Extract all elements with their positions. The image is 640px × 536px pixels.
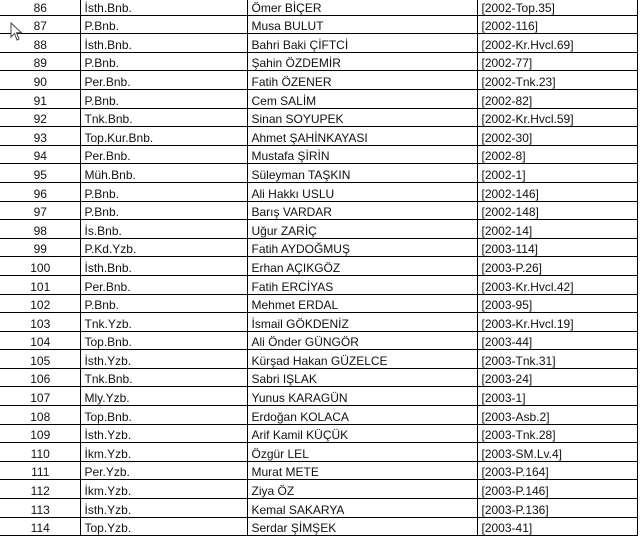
name-cell: Murat METE — [247, 461, 477, 480]
rank-cell: P.Bnb. — [80, 89, 247, 108]
row-number: 111 — [0, 461, 80, 480]
table-row — [0, 71, 637, 90]
rank-cell: Tnk.Bnb. — [80, 368, 247, 387]
row-number: 96 — [0, 182, 80, 201]
rank-cell: Top.Kur.Bnb. — [80, 127, 247, 146]
row-number: 109 — [0, 424, 80, 443]
name-cell: Mustafa ŞİRİN — [247, 145, 477, 164]
name-cell: Ömer BİÇER — [247, 0, 477, 15]
table-row — [0, 182, 637, 201]
table-row — [0, 201, 637, 220]
name-cell: Bahri Baki ÇİFTCİ — [247, 34, 477, 53]
rank-cell: Mly.Yzb. — [80, 387, 247, 406]
code-cell: [2002-1] — [477, 164, 637, 183]
row-number: 103 — [0, 313, 80, 332]
rank-cell: P.Kd.Yzb. — [80, 238, 247, 257]
rank-cell: Tnk.Bnb. — [80, 108, 247, 127]
row-number: 105 — [0, 350, 80, 369]
row-number: 98 — [0, 220, 80, 239]
row-number: 91 — [0, 89, 80, 108]
rank-cell: İsth.Yzb. — [80, 350, 247, 369]
row-number: 86 — [0, 0, 80, 15]
table-row — [0, 52, 637, 71]
row-number: 99 — [0, 238, 80, 257]
name-cell: İsmail GÖKDENİZ — [247, 313, 477, 332]
name-cell: Erhan AÇIKGÖZ — [247, 257, 477, 276]
row-number: 104 — [0, 331, 80, 350]
code-cell: [2003-Kr.Hvcl.42] — [477, 275, 637, 294]
name-cell: Musa BULUT — [247, 15, 477, 34]
code-cell: [2002-Kr.Hvcl.69] — [477, 34, 637, 53]
name-cell: Uğur ZARİÇ — [247, 220, 477, 239]
row-number: 108 — [0, 406, 80, 425]
name-cell: Ali Hakkı USLU — [247, 182, 477, 201]
rank-cell: İs.Bnb. — [80, 220, 247, 239]
code-cell: [2002-Tnk.23] — [477, 71, 637, 90]
table-row — [0, 406, 637, 425]
code-cell: [2003-SM.Lv.4] — [477, 443, 637, 462]
rank-cell: İkm.Yzb. — [80, 443, 247, 462]
rank-cell: P.Bnb. — [80, 15, 247, 34]
table-row — [0, 34, 637, 53]
code-cell: [2002-82] — [477, 89, 637, 108]
code-cell: [2003-Kr.Hvcl.19] — [477, 313, 637, 332]
row-number: 92 — [0, 108, 80, 127]
code-cell: [2002-Top.35] — [477, 0, 637, 15]
name-cell: Ahmet ŞAHİNKAYASI — [247, 127, 477, 146]
rank-cell: Top.Bnb. — [80, 406, 247, 425]
code-cell: [2003-Tnk.31] — [477, 350, 637, 369]
name-cell: Fatih ÖZENER — [247, 71, 477, 90]
table-row — [0, 294, 637, 313]
code-cell: [2003-P.136] — [477, 499, 637, 518]
name-cell: Kürşad Hakan GÜZELCE — [247, 350, 477, 369]
code-cell: [2003-44] — [477, 331, 637, 350]
row-number: 113 — [0, 499, 80, 518]
name-cell: Ali Önder GÜNGÖR — [247, 331, 477, 350]
table-row — [0, 368, 637, 387]
code-cell: [2002-14] — [477, 220, 637, 239]
rank-cell: Müh.Bnb. — [80, 164, 247, 183]
row-number: 112 — [0, 480, 80, 499]
name-cell: Kemal SAKARYA — [247, 499, 477, 518]
rank-cell: İsth.Bnb. — [80, 257, 247, 276]
rank-cell: Per.Bnb. — [80, 145, 247, 164]
table-row — [0, 331, 637, 350]
rank-cell: Tnk.Yzb. — [80, 313, 247, 332]
row-number: 107 — [0, 387, 80, 406]
name-cell: Cem SALİM — [247, 89, 477, 108]
row-number: 102 — [0, 294, 80, 313]
table-row — [0, 499, 637, 518]
rank-cell: İkm.Yzb. — [80, 480, 247, 499]
rank-cell: Per.Bnb. — [80, 71, 247, 90]
name-cell: Özgür LEL — [247, 443, 477, 462]
code-cell: [2003-1] — [477, 387, 637, 406]
table-row — [0, 257, 637, 276]
code-cell: [2003-24] — [477, 368, 637, 387]
rank-cell: Top.Yzb. — [80, 517, 247, 536]
name-cell: Arif Kamil KÜÇÜK — [247, 424, 477, 443]
code-cell: [2003-41] — [477, 517, 637, 536]
table-row — [0, 461, 637, 480]
row-number: 114 — [0, 517, 80, 536]
name-cell: Şahin ÖZDEMİR — [247, 52, 477, 71]
table-row — [0, 517, 637, 536]
row-number: 106 — [0, 368, 80, 387]
code-cell: [2003-Asb.2] — [477, 406, 637, 425]
row-number: 88 — [0, 34, 80, 53]
name-cell: Yunus KARAGÜN — [247, 387, 477, 406]
name-cell: Fatih AYDOĞMUŞ — [247, 238, 477, 257]
table-row — [0, 108, 637, 127]
table-row — [0, 145, 637, 164]
code-cell: [2003-P.146] — [477, 480, 637, 499]
table-row — [0, 89, 637, 108]
rank-cell: P.Bnb. — [80, 201, 247, 220]
table-row — [0, 424, 637, 443]
code-cell: [2002-30] — [477, 127, 637, 146]
code-cell: [2002-116] — [477, 15, 637, 34]
code-cell: [2002-148] — [477, 201, 637, 220]
code-cell: [2002-Kr.Hvcl.59] — [477, 108, 637, 127]
name-cell: Sinan SOYUPEK — [247, 108, 477, 127]
code-cell: [2002-146] — [477, 182, 637, 201]
table-row — [0, 0, 637, 15]
table-row — [0, 313, 637, 332]
name-cell: Barış VARDAR — [247, 201, 477, 220]
table-row — [0, 387, 637, 406]
code-cell: [2002-8] — [477, 145, 637, 164]
code-cell: [2003-95] — [477, 294, 637, 313]
row-number: 93 — [0, 127, 80, 146]
rank-cell: P.Bnb. — [80, 294, 247, 313]
rank-cell: İsth.Yzb. — [80, 424, 247, 443]
name-cell: Ziya ÖZ — [247, 480, 477, 499]
rank-cell: Per.Yzb. — [80, 461, 247, 480]
table-row — [0, 15, 637, 34]
row-number: 87 — [0, 15, 80, 34]
row-number: 101 — [0, 275, 80, 294]
rank-cell: P.Bnb. — [80, 52, 247, 71]
table-row — [0, 480, 637, 499]
row-number: 100 — [0, 257, 80, 276]
row-number: 110 — [0, 443, 80, 462]
table-row — [0, 164, 637, 183]
code-cell: [2003-Tnk.28] — [477, 424, 637, 443]
table-row — [0, 350, 637, 369]
table-row — [0, 275, 637, 294]
table-row — [0, 238, 637, 257]
rank-cell: Per.Bnb. — [80, 275, 247, 294]
rank-cell: İsth.Yzb. — [80, 499, 247, 518]
table-row — [0, 443, 637, 462]
name-cell: Süleyman TAŞKIN — [247, 164, 477, 183]
row-number: 97 — [0, 201, 80, 220]
name-cell: Sabri IŞLAK — [247, 368, 477, 387]
name-cell: Mehmet ERDAL — [247, 294, 477, 313]
row-number: 95 — [0, 164, 80, 183]
row-number: 90 — [0, 71, 80, 90]
name-cell: Serdar ŞİMŞEK — [247, 517, 477, 536]
table-row — [0, 220, 637, 239]
row-number: 89 — [0, 52, 80, 71]
name-cell: Erdoğan KOLACA — [247, 406, 477, 425]
rank-cell: İsth.Bnb. — [80, 34, 247, 53]
row-number: 94 — [0, 145, 80, 164]
name-cell: Fatih ERCİYAS — [247, 275, 477, 294]
code-cell: [2003-114] — [477, 238, 637, 257]
rank-cell: Top.Bnb. — [80, 331, 247, 350]
code-cell: [2002-77] — [477, 52, 637, 71]
table-row — [0, 127, 637, 146]
rank-cell: P.Bnb. — [80, 182, 247, 201]
code-cell: [2003-P.164] — [477, 461, 637, 480]
code-cell: [2003-P.26] — [477, 257, 637, 276]
rank-cell: İsth.Bnb. — [80, 0, 247, 15]
